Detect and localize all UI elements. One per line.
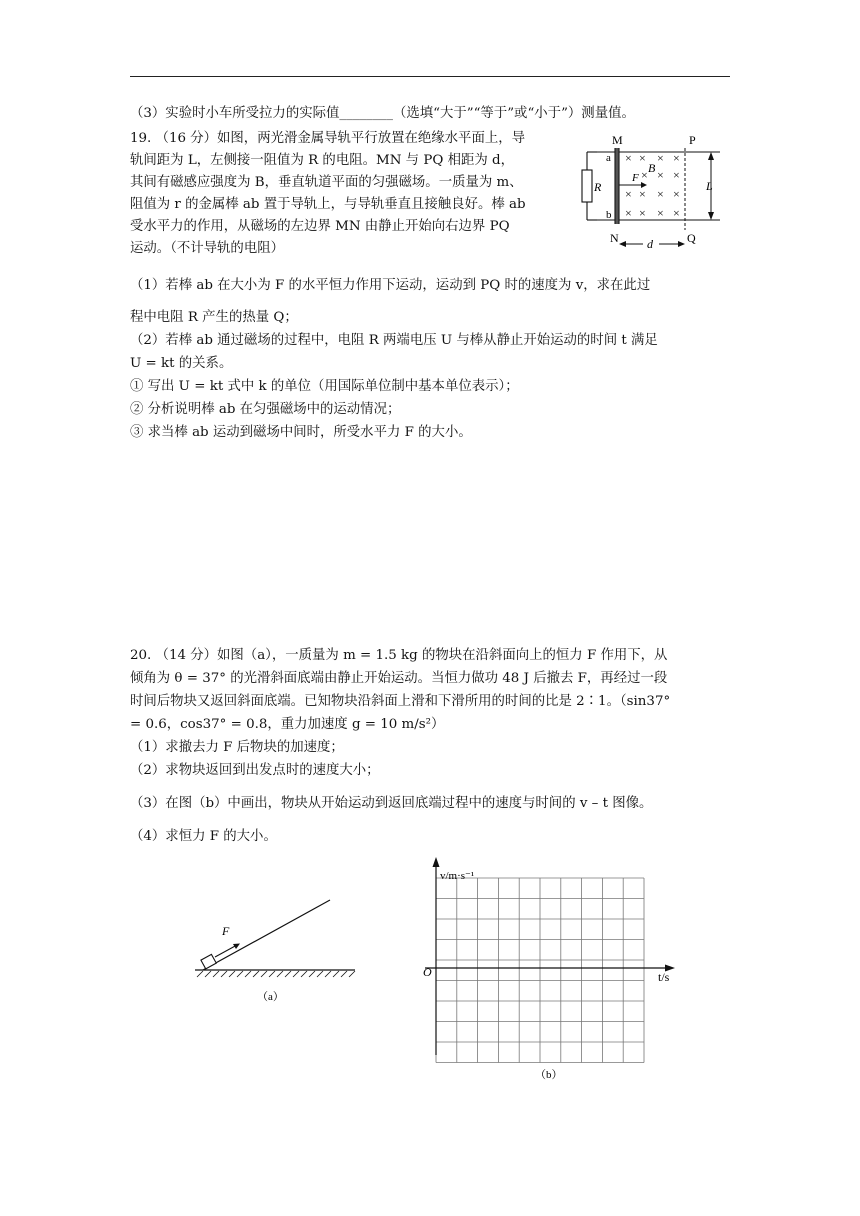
q20-intro-line-3: 时间后物块又返回斜面底端。已知物块沿斜面上滑和下滑所用的时间的比是 2∶1。（sin37° bbox=[130, 694, 671, 709]
label-b: b bbox=[606, 209, 612, 221]
v-axis-arrow bbox=[433, 857, 440, 867]
caption-b: （b） bbox=[535, 1069, 563, 1081]
q19-intro-line-1: 19. （16 分）如图，两光滑金属导轨平行放置在绝缘水平面上，导 bbox=[130, 131, 526, 146]
q19-part2-sub-3: ③ 求当棒 ab 运动到磁场中间时，所受水平力 F 的大小。 bbox=[130, 425, 472, 440]
svg-text:×: × bbox=[673, 168, 680, 182]
label-B: B bbox=[648, 161, 656, 175]
caption-a: （a） bbox=[257, 991, 284, 1003]
q20-part2: （2）求物块返回到出发点时的速度大小； bbox=[130, 763, 380, 778]
q19-circuit-figure bbox=[575, 130, 735, 250]
q19-part2-sub-1: ① 写出 U = kt 式中 k 的单位（用国际单位制中基本单位表示）； bbox=[130, 379, 519, 394]
q20-intro-line-2: 倾角为 θ = 37° 的光滑斜面底端由静止开始运动。当恒力做功 48 J 后撤去 F，再经过一段 bbox=[130, 671, 668, 686]
label-M: M bbox=[612, 133, 623, 147]
label-F: F bbox=[632, 172, 639, 184]
t-axis-label: t/s bbox=[658, 970, 670, 984]
svg-text:×: × bbox=[657, 206, 664, 220]
label-a: a bbox=[606, 152, 611, 164]
q20-figure-b-vt-grid bbox=[415, 855, 685, 1085]
q19-intro-line-5: 受水平力的作用，从磁场的左边界 MN 由静止开始向右边界 PQ bbox=[130, 219, 510, 234]
block bbox=[201, 954, 216, 969]
q20-intro-line-1: 20. （14 分）如图（a），一质量为 m = 1.5 kg 的物块在沿斜面向上的恒力 F 作用下，从 bbox=[130, 648, 668, 663]
svg-text:×: × bbox=[673, 151, 680, 165]
ground-hatching bbox=[197, 971, 355, 977]
header-rule bbox=[130, 76, 730, 77]
q19-part2-line-1: （2）若棒 ab 通过磁场的过程中，电阻 R 两端电压 U 与棒从静止开始运动的时间 t 满足 bbox=[130, 333, 658, 348]
label-force-F: F bbox=[222, 924, 230, 938]
label-d: d bbox=[647, 237, 653, 251]
svg-text:×: × bbox=[625, 151, 632, 165]
q18-part3: （3）实验时小车所受拉力的实际值________（选填“大于”“等于”或“小于”）测量值。 bbox=[130, 106, 635, 121]
label-R: R bbox=[594, 180, 602, 194]
v-axis-label: v/m·s⁻¹ bbox=[440, 870, 475, 882]
q19-intro-line-3: 其间有磁感应强度为 B，垂直轨道平面的匀强磁场。一质量为 m、 bbox=[130, 175, 523, 190]
q20-figure-a-incline bbox=[185, 890, 365, 1010]
q19-part1-line-1: （1）若棒 ab 在大小为 F 的水平恒力作用下运动，运动到 PQ 时的速度为 v，求在此过 bbox=[130, 278, 651, 293]
origin-label: O bbox=[423, 965, 432, 979]
grid-lines bbox=[436, 878, 644, 1063]
svg-text:×: × bbox=[673, 206, 680, 220]
svg-text:×: × bbox=[639, 151, 646, 165]
label-P: P bbox=[689, 133, 696, 147]
svg-text:×: × bbox=[625, 206, 632, 220]
svg-text:×: × bbox=[639, 206, 646, 220]
label-L: L bbox=[706, 179, 713, 193]
q19-part2-line-2: U = kt 的关系。 bbox=[130, 356, 233, 371]
q19-part2-sub-2: ② 分析说明棒 ab 在匀强磁场中的运动情况； bbox=[130, 402, 401, 417]
q19-intro-line-2: 轨间距为 L，左侧接一阻值为 R 的电阻。MN 与 PQ 相距为 d， bbox=[130, 153, 514, 168]
q20-intro-line-4: = 0.6，cos37° = 0.8，重力加速度 g = 10 m/s²） bbox=[130, 717, 445, 732]
svg-text:×: × bbox=[657, 168, 664, 182]
svg-text:×: × bbox=[641, 168, 648, 182]
label-Q: Q bbox=[687, 231, 696, 245]
label-N: N bbox=[610, 231, 619, 245]
q20-part3: （3）在图（b）中画出，物块从开始运动到返回底端过程中的速度与时间的 v – t 图像。 bbox=[130, 796, 653, 811]
q19-part1-line-2: 程中电阻 R 产生的热量 Q； bbox=[130, 310, 298, 325]
q19-intro-line-4: 阻值为 r 的金属棒 ab 置于导轨上，与导轨垂直且接触良好。棒 ab bbox=[130, 197, 526, 212]
q20-part1: （1）求撤去力 F 后物块的加速度； bbox=[130, 740, 344, 755]
svg-text:×: × bbox=[673, 187, 680, 201]
svg-text:×: × bbox=[657, 151, 664, 165]
svg-text:×: × bbox=[657, 187, 664, 201]
q20-part4: （4）求恒力 F 的大小。 bbox=[130, 829, 277, 844]
svg-text:×: × bbox=[625, 187, 632, 201]
svg-text:×: × bbox=[639, 187, 646, 201]
q19-intro-line-6: 运动。（不计导轨的电阻） bbox=[130, 241, 284, 256]
